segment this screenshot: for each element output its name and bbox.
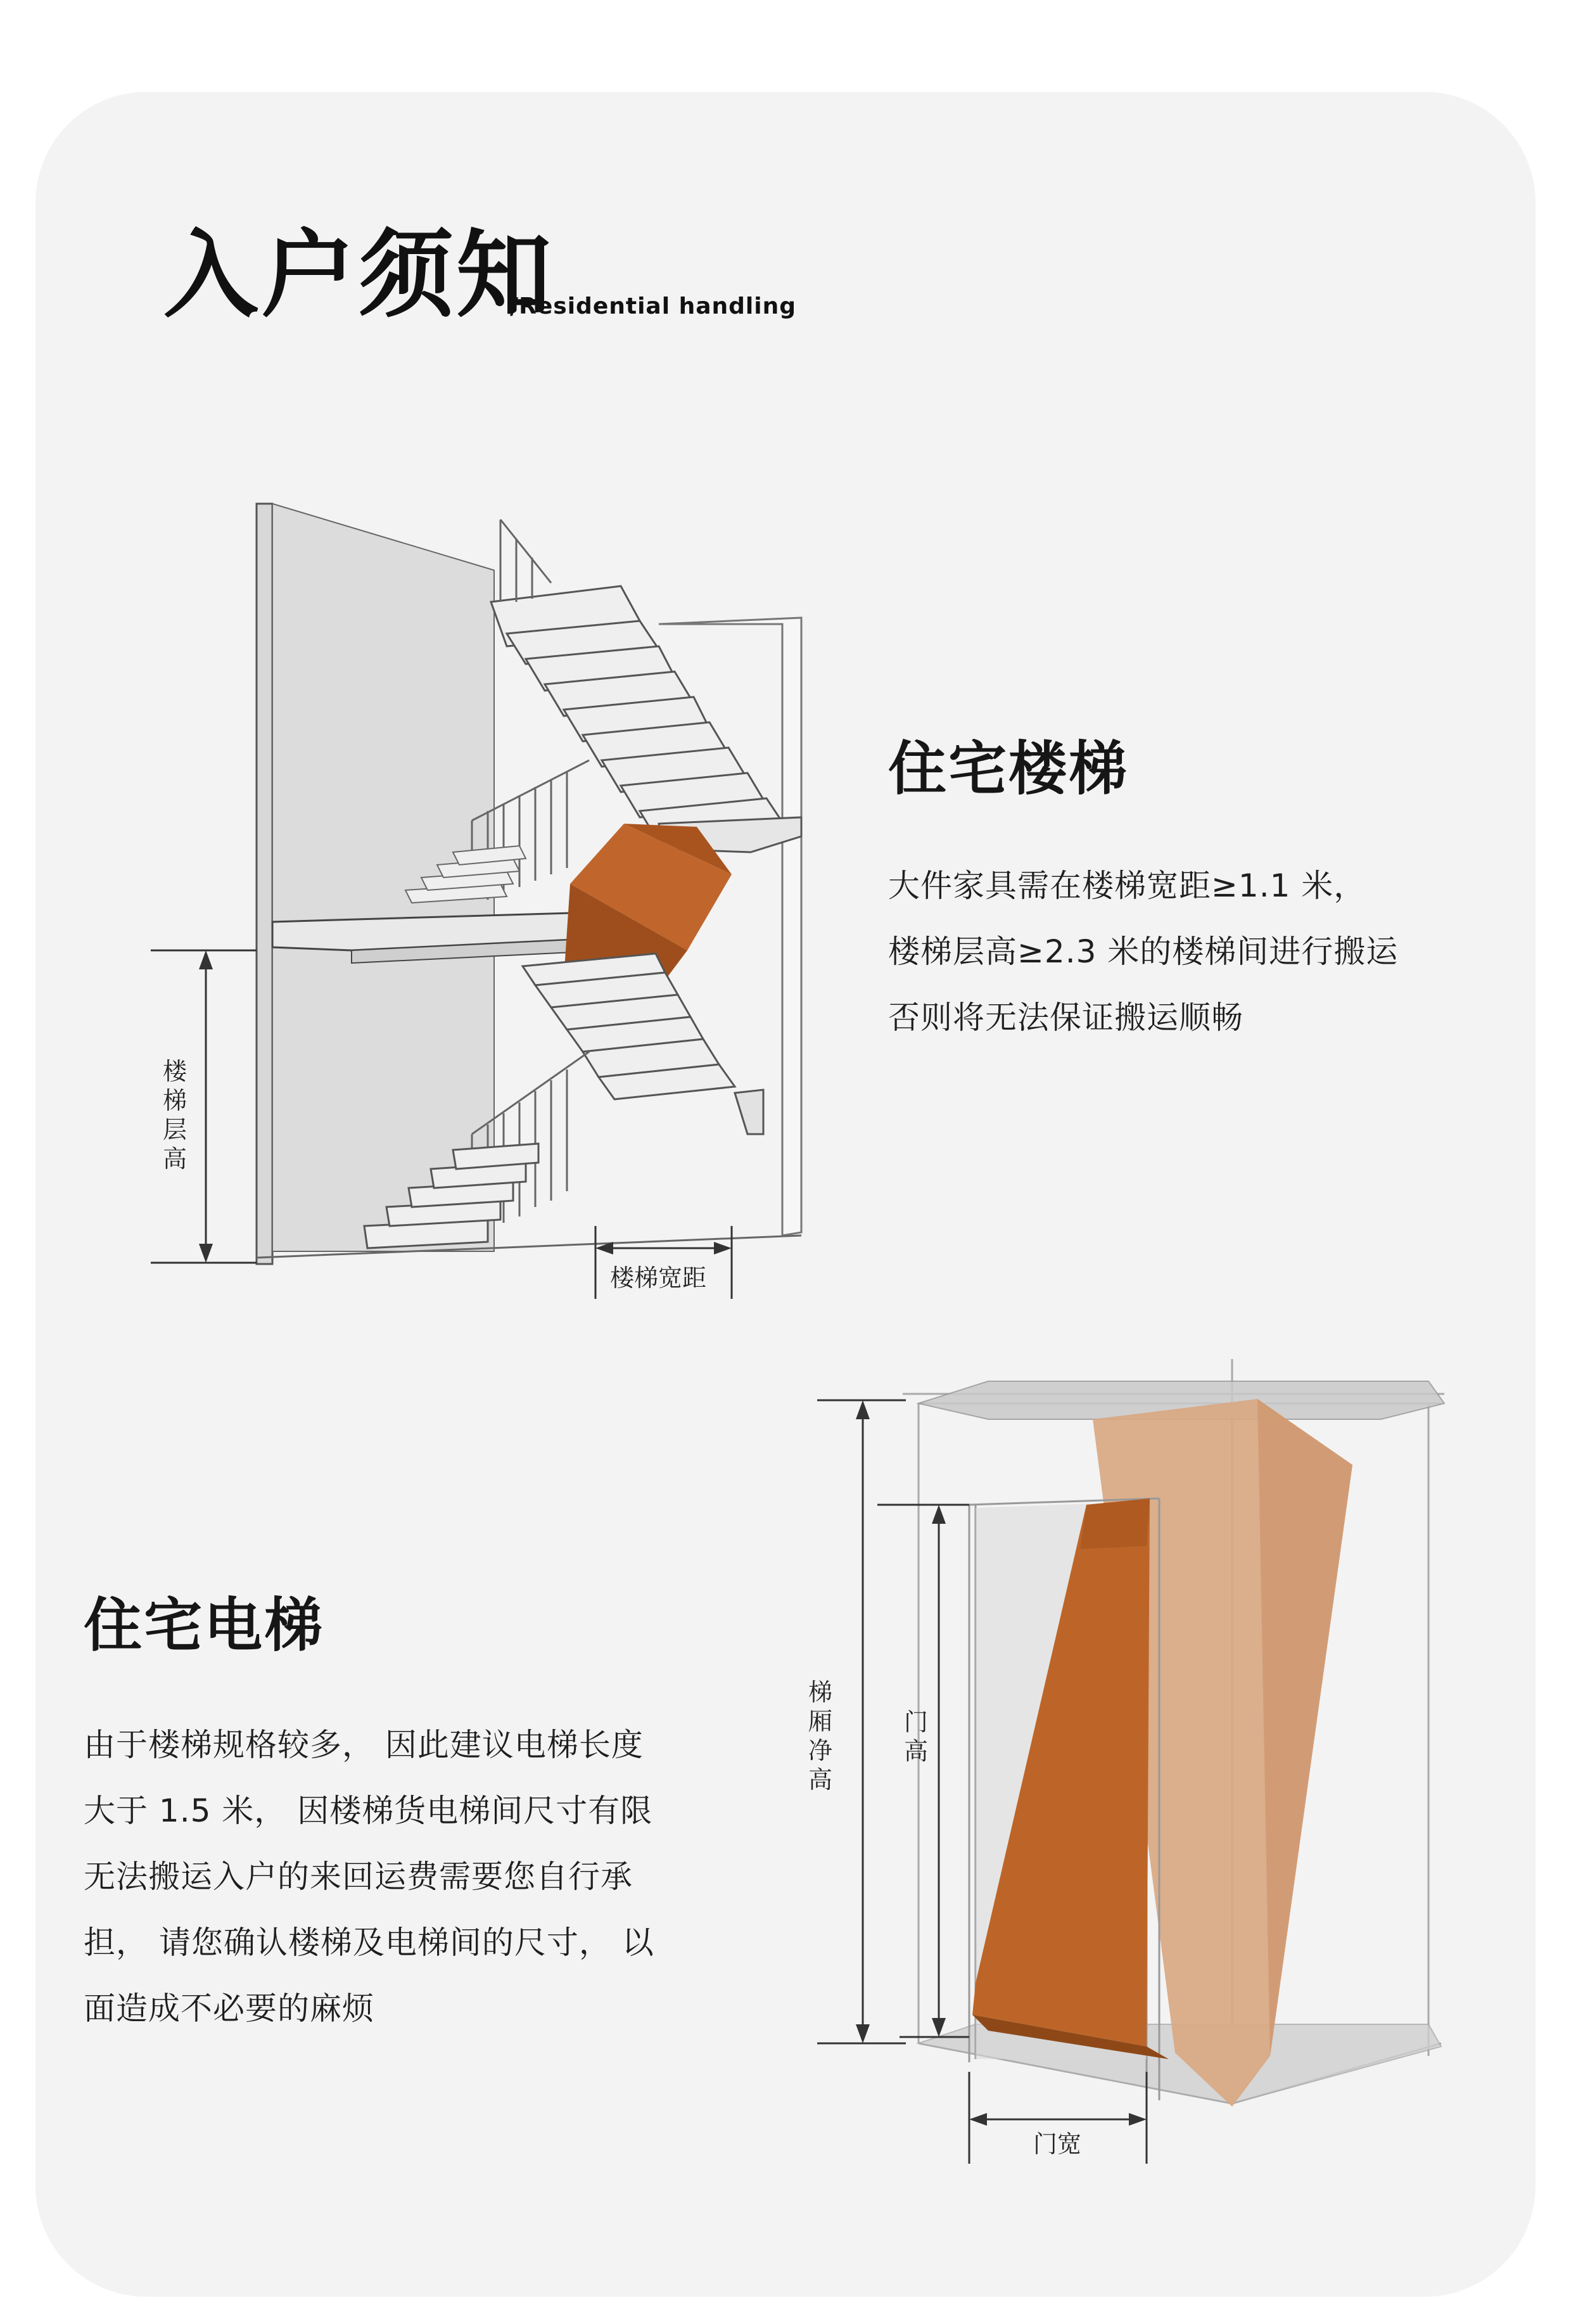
- door-width-label: 门宽: [1033, 2130, 1082, 2158]
- staircase-description: 大件家具需在楼梯宽距≥1.1 米， 楼梯层高≥2.3 米的楼梯间进行搬运 否则将无法保证搬运顺畅: [888, 867, 1399, 1036]
- door-height-label: 门 高: [903, 1708, 928, 1765]
- stair-width-label: 楼梯宽距: [610, 1264, 707, 1292]
- elevator-description: 由于楼梯规格较多， 因此建议电梯长度 大于 1.5 米， 因楼梯货电梯间尺寸有限 无法搬运入户的来回运费需要您自行承 担， 请您确认楼梯及电梯间的尺寸， 以 面造成不必要的麻烦: [84, 1727, 654, 2027]
- stair-height-label: 楼 梯 层 高: [162, 1057, 187, 1173]
- page-subtitle: /Residential handling: [510, 293, 796, 319]
- car-height-label: 梯 厢 净 高: [808, 1678, 832, 1794]
- staircase-heading: 住宅楼梯: [888, 735, 1129, 803]
- elevator-heading: 住宅电梯: [84, 1592, 325, 1659]
- page-title: 入户须知: [163, 220, 554, 331]
